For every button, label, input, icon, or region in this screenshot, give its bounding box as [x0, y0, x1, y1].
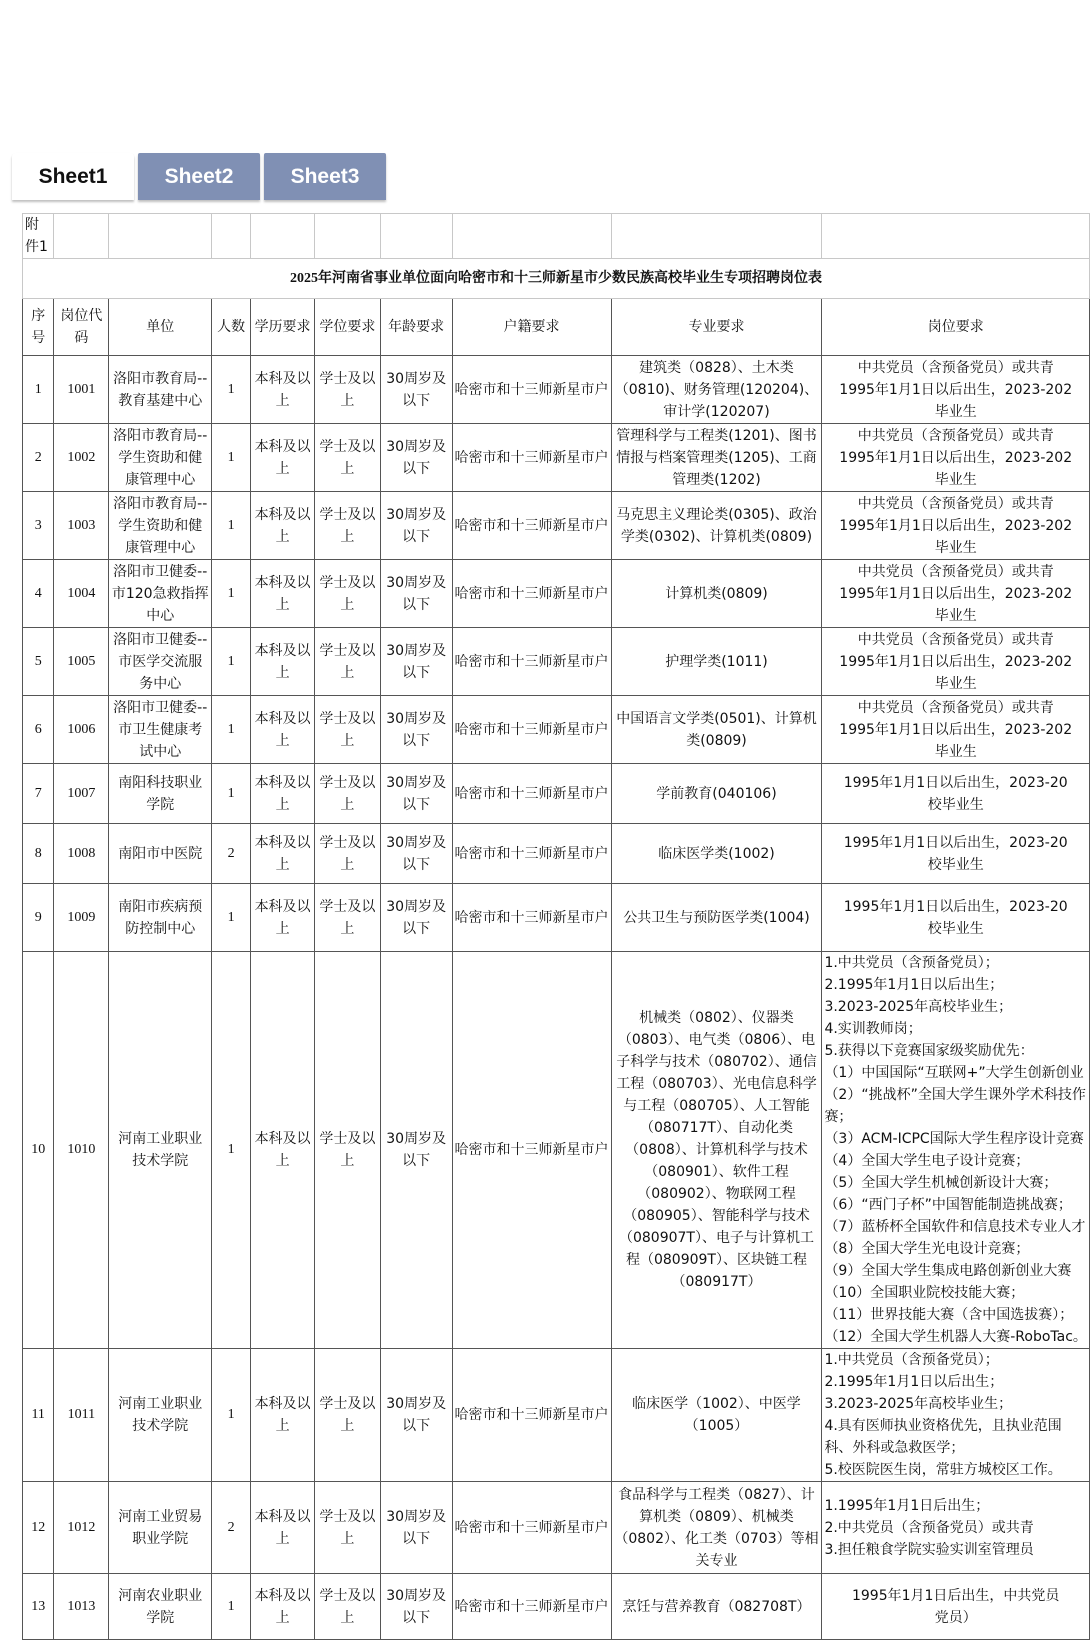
cell-serial[interactable]: 13 — [23, 1574, 54, 1640]
table-row — [23, 492, 1090, 560]
cell-count[interactable]: 2 — [212, 824, 251, 884]
cell-education[interactable]: 本科及以上 — [251, 884, 315, 952]
requirement-line: 5.校医院医生岗，常驻方城校区工作。 — [824, 1462, 1062, 1478]
cell-major[interactable]: 公共卫生与预防医学类(1004) — [611, 884, 822, 952]
header-cell[interactable]: 学历要求 — [251, 299, 315, 356]
cell-hukou[interactable]: 哈密市和十三师新星市户 — [452, 424, 611, 492]
cell-degree[interactable]: 学士及以上 — [315, 492, 381, 560]
requirement-line: 3.2023-2025年高校毕业生； — [824, 1396, 1013, 1412]
table-row — [23, 764, 1090, 824]
cell-education[interactable]: 本科及以上 — [251, 424, 315, 492]
table-row — [23, 824, 1090, 884]
cell-major[interactable]: 马克思主义理论类(0305)、政治学类(0302)、计算机类(0809) — [611, 492, 822, 560]
requirement-line: 党员） — [934, 1609, 977, 1626]
requirement-line: 1995年1月1日以后出生，2023-20 — [843, 774, 1068, 791]
cell-hukou[interactable]: 哈密市和十三师新星市户 — [452, 628, 611, 696]
requirement-line: 校毕业生 — [927, 856, 984, 873]
requirement-line: （4）全国大学生电子设计竞赛； — [824, 1153, 1030, 1169]
table-row — [23, 628, 1090, 696]
requirement-line: （6）“西门子杯”中国智能制造挑战赛； — [824, 1197, 1072, 1213]
cell-code[interactable]: 1002 — [54, 424, 109, 492]
requirement-line: （10）全国职业院校技能大赛； — [824, 1285, 1025, 1301]
requirement-line: 赛； — [824, 1109, 853, 1125]
requirement-line: 1.中共党员（含预备党员）； — [824, 955, 999, 971]
cell-hukou[interactable]: 哈密市和十三师新星市户 — [452, 952, 611, 1349]
page-title[interactable]: 2025年河南省事业单位面向哈密市和十三师新星市少数民族高校毕业生专项招聘岗位表 — [23, 259, 1090, 299]
cell-serial[interactable]: 12 — [23, 1482, 54, 1574]
cell-count[interactable]: 1 — [212, 696, 251, 764]
cell-code[interactable]: 1005 — [54, 628, 109, 696]
requirement-line: 校毕业生 — [927, 920, 984, 937]
header-cell[interactable]: 序号 — [23, 299, 54, 356]
cell-degree[interactable]: 学士及以上 — [315, 628, 381, 696]
cell-serial[interactable]: 9 — [23, 884, 54, 952]
cell-count[interactable]: 1 — [212, 424, 251, 492]
cell-education[interactable]: 本科及以上 — [251, 1482, 315, 1574]
cell-age[interactable]: 30周岁及以下 — [380, 696, 452, 764]
requirement-line: 1995年1月1日以后出生，2023-202 — [839, 449, 1073, 466]
requirement-line: （11）世界技能大赛（含中国选拔赛）； — [824, 1307, 1074, 1323]
sheet-tabs — [12, 153, 390, 200]
requirement-line: （9）全国大学生集成电路创新创业大赛 — [824, 1263, 1072, 1279]
cell-hukou[interactable]: 哈密市和十三师新星市户 — [452, 764, 611, 824]
cell-unit[interactable]: 洛阳市教育局--教育基建中心 — [109, 356, 212, 424]
requirement-line: 1.中共党员（含预备党员）； — [824, 1352, 999, 1368]
cell-serial[interactable]: 10 — [23, 952, 54, 1349]
cell-requirements[interactable] — [822, 824, 1090, 884]
cell-hukou[interactable]: 哈密市和十三师新星市户 — [452, 824, 611, 884]
cell-major[interactable]: 临床医学（1002）、中医学（1005） — [611, 1349, 822, 1482]
cell-requirements[interactable] — [822, 560, 1090, 628]
header-cell[interactable]: 人数 — [212, 299, 251, 356]
cell-unit[interactable]: 河南工业贸易职业学院 — [109, 1482, 212, 1574]
cell-requirements[interactable] — [822, 1349, 1090, 1482]
table-row — [23, 952, 1090, 1349]
title-row — [23, 259, 1090, 299]
requirement-line: 1995年1月1日以后出生，2023-202 — [839, 653, 1073, 670]
cell-requirements[interactable] — [822, 424, 1090, 492]
cell-age[interactable]: 30周岁及以下 — [380, 492, 452, 560]
cell-unit[interactable]: 河南工业职业技术学院 — [109, 952, 212, 1349]
attachment-row — [23, 214, 1090, 259]
requirement-line: 中共党员（含预备党员）或共青 — [857, 495, 1054, 512]
tab-sheet2[interactable]: Sheet2 — [138, 153, 260, 200]
cell-major[interactable]: 管理科学与工程类(1201)、图书情报与档案管理类(1205)、工商管理类(1202) — [611, 424, 822, 492]
requirement-line: 4.实训教师岗； — [824, 1021, 922, 1037]
cell-requirements[interactable] — [822, 1574, 1090, 1640]
requirement-line: 1995年1月1日后出生，中共党员 — [851, 1587, 1060, 1604]
cell-serial[interactable]: 1 — [23, 356, 54, 424]
cell-major[interactable]: 临床医学类(1002) — [611, 824, 822, 884]
cell-degree[interactable]: 学士及以上 — [315, 696, 381, 764]
cell-education[interactable]: 本科及以上 — [251, 628, 315, 696]
cell-degree[interactable]: 学士及以上 — [315, 1482, 381, 1574]
cell-degree[interactable]: 学士及以上 — [315, 1574, 381, 1640]
cell-serial[interactable]: 5 — [23, 628, 54, 696]
cell-serial[interactable]: 4 — [23, 560, 54, 628]
cell-major[interactable]: 机械类（0802）、仪器类（0803）、电气类（0806）、电子科学与技术（080702）、通信工程（080703）、光电信息科学与工程（080705）、人工智能（080717T）、自动化类（0808）、计算机科学与技术（080901）、软件工程（080902）、物联网工程（080905）、智能科学与技术（080907T）、电子与计算机工程（080909T）、区块链工程（080917T） — [611, 952, 822, 1349]
cell-unit[interactable]: 河南农业职业学院 — [109, 1574, 212, 1640]
cell-age[interactable]: 30周岁及以下 — [380, 356, 452, 424]
requirement-line: 1995年1月1日以后出生，2023-202 — [839, 381, 1073, 398]
cell-serial[interactable]: 8 — [23, 824, 54, 884]
table-row — [23, 696, 1090, 764]
tab-sheet3[interactable]: Sheet3 — [264, 153, 386, 200]
cell-requirements[interactable] — [822, 628, 1090, 696]
cell-requirements[interactable] — [822, 492, 1090, 560]
cell-hukou[interactable]: 哈密市和十三师新星市户 — [452, 696, 611, 764]
cell-count[interactable]: 1 — [212, 1349, 251, 1482]
attachment-label[interactable]: 附件1 — [23, 214, 54, 259]
cell-degree[interactable]: 学士及以上 — [315, 560, 381, 628]
requirement-line: 中共党员（含预备党员）或共青 — [857, 359, 1054, 376]
requirement-line: 3.2023-2025年高校毕业生； — [824, 999, 1013, 1015]
cell-code[interactable]: 1008 — [54, 824, 109, 884]
requirement-line: 1995年1月1日以后出生，2023-20 — [843, 898, 1068, 915]
cell-degree[interactable]: 学士及以上 — [315, 356, 381, 424]
requirement-line: 科、外科或急救医学； — [824, 1440, 965, 1456]
cell-requirements[interactable] — [822, 696, 1090, 764]
cell-hukou[interactable]: 哈密市和十三师新星市户 — [452, 1482, 611, 1574]
cell-code[interactable]: 1012 — [54, 1482, 109, 1574]
table-row — [23, 424, 1090, 492]
header-cell[interactable]: 岗位代码 — [54, 299, 109, 356]
header-row — [23, 299, 1090, 356]
table-row — [23, 1482, 1090, 1574]
cell-requirements[interactable] — [822, 884, 1090, 952]
cell-unit[interactable]: 河南工业职业技术学院 — [109, 1349, 212, 1482]
cell-education[interactable]: 本科及以上 — [251, 764, 315, 824]
cell-count[interactable]: 1 — [212, 492, 251, 560]
requirement-line: 毕业生 — [934, 539, 977, 556]
cell-serial[interactable]: 6 — [23, 696, 54, 764]
cell-degree[interactable]: 学士及以上 — [315, 824, 381, 884]
cell-hukou[interactable]: 哈密市和十三师新星市户 — [452, 560, 611, 628]
cell-serial[interactable]: 11 — [23, 1349, 54, 1482]
cell-serial[interactable]: 2 — [23, 424, 54, 492]
requirement-line: （1）中国国际“互联网+”大学生创新创业 — [824, 1065, 1084, 1081]
header-cell[interactable]: 年龄要求 — [380, 299, 452, 356]
cell-code[interactable]: 1011 — [54, 1349, 109, 1482]
cell-serial[interactable]: 7 — [23, 764, 54, 824]
cell-requirements[interactable] — [822, 1482, 1090, 1574]
requirement-line: 1995年1月1日以后出生，2023-202 — [839, 721, 1073, 738]
cell-code[interactable]: 1003 — [54, 492, 109, 560]
cell-hukou[interactable]: 哈密市和十三师新星市户 — [452, 356, 611, 424]
cell-education[interactable]: 本科及以上 — [251, 1574, 315, 1640]
requirement-line: 2.1995年1月1日以后出生； — [824, 977, 1004, 993]
cell-code[interactable]: 1004 — [54, 560, 109, 628]
cell-hukou[interactable]: 哈密市和十三师新星市户 — [452, 1349, 611, 1482]
cell-code[interactable]: 1009 — [54, 884, 109, 952]
cell-count[interactable]: 1 — [212, 356, 251, 424]
requirement-line: （7）蓝桥杯全国软件和信息技术专业人才 — [824, 1219, 1086, 1235]
cell-age[interactable]: 30周岁及以下 — [380, 424, 452, 492]
requirement-line: （5）全国大学生机械创新设计大赛； — [824, 1175, 1058, 1191]
cell-unit[interactable]: 洛阳市卫健委--市卫生健康考试中心 — [109, 696, 212, 764]
cell-hukou[interactable]: 哈密市和十三师新星市户 — [452, 884, 611, 952]
cell-age[interactable]: 30周岁及以下 — [380, 952, 452, 1349]
recruitment-table — [22, 213, 1090, 1640]
requirement-line: 1995年1月1日以后出生，2023-20 — [843, 834, 1068, 851]
cell-degree[interactable]: 学士及以上 — [315, 764, 381, 824]
cell-count[interactable]: 2 — [212, 1482, 251, 1574]
table-row — [23, 1349, 1090, 1482]
cell-age[interactable]: 30周岁及以下 — [380, 1574, 452, 1640]
cell-major[interactable]: 烹饪与营养教育（082708T） — [611, 1574, 822, 1640]
requirement-line: 中共党员（含预备党员）或共青 — [857, 563, 1054, 580]
requirement-line: （2）“挑战杯”全国大学生课外学术科技作 — [824, 1087, 1086, 1103]
cell-degree[interactable]: 学士及以上 — [315, 884, 381, 952]
cell-unit[interactable]: 洛阳市卫健委--市医学交流服务中心 — [109, 628, 212, 696]
cell-unit[interactable]: 洛阳市卫健委--市120急救指挥中心 — [109, 560, 212, 628]
requirement-line: 毕业生 — [934, 607, 977, 624]
cell-unit[interactable]: 南阳科技职业学院 — [109, 764, 212, 824]
cell-education[interactable]: 本科及以上 — [251, 952, 315, 1349]
requirement-line: 3.担任粮食学院实验实训室管理员 — [824, 1541, 1034, 1558]
cell-education[interactable]: 本科及以上 — [251, 356, 315, 424]
cell-requirements[interactable] — [822, 764, 1090, 824]
cell-major[interactable]: 计算机类(0809) — [611, 560, 822, 628]
cell-count[interactable]: 1 — [212, 628, 251, 696]
requirement-line: 中共党员（含预备党员）或共青 — [857, 427, 1054, 444]
cell-count[interactable]: 1 — [212, 764, 251, 824]
cell-code[interactable]: 1010 — [54, 952, 109, 1349]
tab-sheet1[interactable]: Sheet1 — [12, 153, 134, 200]
cell-education[interactable]: 本科及以上 — [251, 560, 315, 628]
table-row — [23, 884, 1090, 952]
header-cell[interactable]: 户籍要求 — [452, 299, 611, 356]
requirement-line: 毕业生 — [934, 403, 977, 420]
cell-major[interactable]: 学前教育(040106) — [611, 764, 822, 824]
cell-hukou[interactable]: 哈密市和十三师新星市户 — [452, 1574, 611, 1640]
requirement-line: 1.1995年1月1日后出生； — [824, 1497, 990, 1514]
cell-degree[interactable]: 学士及以上 — [315, 424, 381, 492]
requirement-line: 毕业生 — [934, 675, 977, 692]
cell-education[interactable]: 本科及以上 — [251, 696, 315, 764]
header-cell[interactable]: 学位要求 — [315, 299, 381, 356]
cell-age[interactable]: 30周岁及以下 — [380, 884, 452, 952]
cell-requirements[interactable] — [822, 952, 1090, 1349]
cell-requirements[interactable] — [822, 356, 1090, 424]
cell-code[interactable]: 1006 — [54, 696, 109, 764]
requirement-line: 毕业生 — [934, 743, 977, 760]
cell-age[interactable]: 30周岁及以下 — [380, 628, 452, 696]
cell-education[interactable]: 本科及以上 — [251, 1349, 315, 1482]
cell-degree[interactable]: 学士及以上 — [315, 952, 381, 1349]
requirement-line: 毕业生 — [934, 471, 977, 488]
cell-major[interactable]: 建筑类（0828）、土木类（0810)、财务管理(120204)、审计学(120207) — [611, 356, 822, 424]
requirement-line: 1995年1月1日以后出生，2023-202 — [839, 585, 1073, 602]
requirement-line: 校毕业生 — [927, 796, 984, 813]
cell-unit[interactable]: 南阳市疾病预防控制中心 — [109, 884, 212, 952]
cell-count[interactable]: 1 — [212, 952, 251, 1349]
header-cell[interactable]: 专业要求 — [611, 299, 822, 356]
cell-count[interactable]: 1 — [212, 1574, 251, 1640]
requirement-line: （3）ACM-ICPC国际大学生程序设计竞赛 — [824, 1131, 1084, 1147]
cell-unit[interactable]: 洛阳市教育局--学生资助和健康管理中心 — [109, 424, 212, 492]
cell-major[interactable]: 中国语言文学类(0501)、计算机类(0809) — [611, 696, 822, 764]
cell-age[interactable]: 30周岁及以下 — [380, 1482, 452, 1574]
cell-education[interactable]: 本科及以上 — [251, 824, 315, 884]
cell-education[interactable]: 本科及以上 — [251, 492, 315, 560]
cell-degree[interactable]: 学士及以上 — [315, 1349, 381, 1482]
table-row — [23, 1574, 1090, 1640]
table-row — [23, 560, 1090, 628]
requirement-line: 2.1995年1月1日以后出生； — [824, 1374, 1004, 1390]
cell-age[interactable]: 30周岁及以下 — [380, 824, 452, 884]
header-cell[interactable]: 岗位要求 — [822, 299, 1090, 356]
cell-major[interactable]: 护理学类(1011) — [611, 628, 822, 696]
cell-count[interactable]: 1 — [212, 884, 251, 952]
spreadsheet — [22, 213, 1090, 1640]
requirement-line: 中共党员（含预备党员）或共青 — [857, 631, 1054, 648]
cell-code[interactable]: 1001 — [54, 356, 109, 424]
cell-age[interactable]: 30周岁及以下 — [380, 560, 452, 628]
requirement-line: 1995年1月1日以后出生，2023-202 — [839, 517, 1073, 534]
cell-count[interactable]: 1 — [212, 560, 251, 628]
cell-hukou[interactable]: 哈密市和十三师新星市户 — [452, 492, 611, 560]
requirement-line: 4.具有医师执业资格优先，且执业范围 — [824, 1418, 1062, 1434]
cell-code[interactable]: 1007 — [54, 764, 109, 824]
requirement-line: （8）全国大学生光电设计竞赛； — [824, 1241, 1030, 1257]
cell-age[interactable]: 30周岁及以下 — [380, 764, 452, 824]
header-cell[interactable]: 单位 — [109, 299, 212, 356]
cell-unit[interactable]: 洛阳市教育局--学生资助和健康管理中心 — [109, 492, 212, 560]
requirement-line: 2.中共党员（含预备党员）或共青 — [824, 1519, 1034, 1536]
requirement-line: （12）全国大学生机器人大赛-RoboTac。 — [824, 1329, 1087, 1345]
cell-unit[interactable]: 南阳市中医院 — [109, 824, 212, 884]
cell-age[interactable]: 30周岁及以下 — [380, 1349, 452, 1482]
requirement-line: 中共党员（含预备党员）或共青 — [857, 699, 1054, 716]
cell-major[interactable]: 食品科学与工程类（0827）、计算机类（0809）、机械类（0802）、化工类（0703）等相关专业 — [611, 1482, 822, 1574]
requirement-line: 5.获得以下竞赛国家级奖励优先： — [824, 1043, 1034, 1059]
cell-serial[interactable]: 3 — [23, 492, 54, 560]
cell-code[interactable]: 1013 — [54, 1574, 109, 1640]
table-row — [23, 356, 1090, 424]
